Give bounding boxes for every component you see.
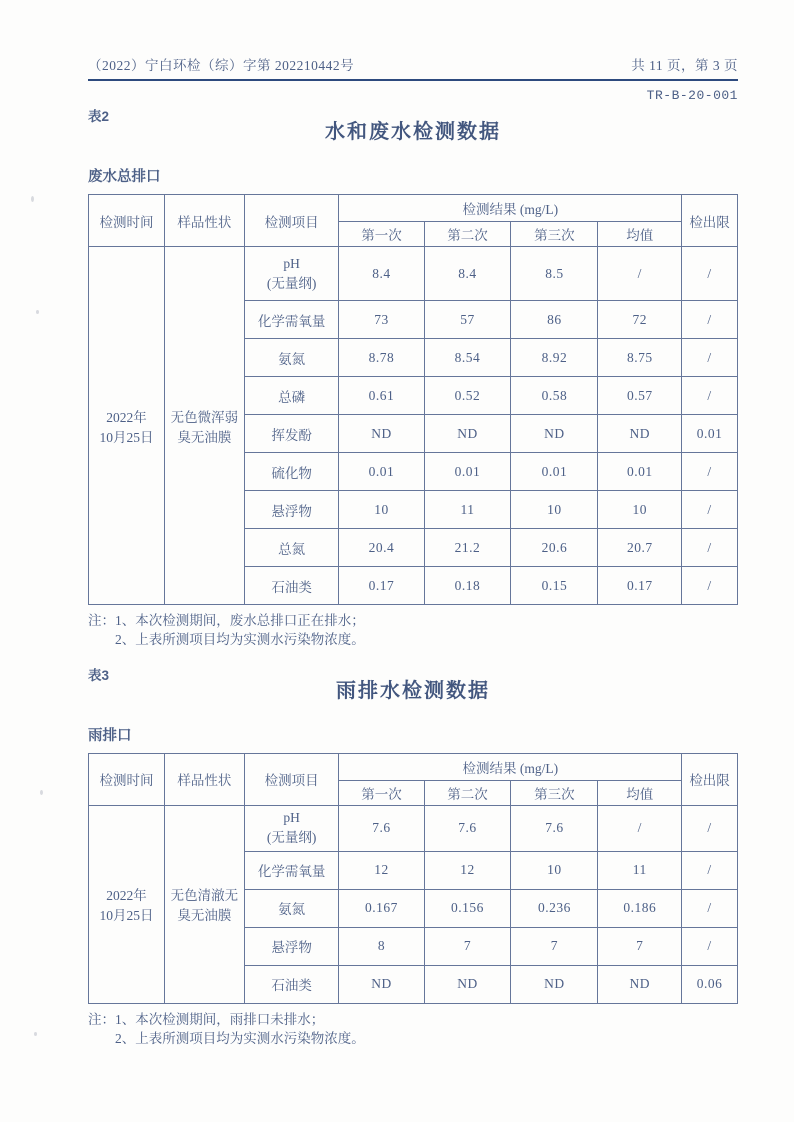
result-value-cell: 8 bbox=[339, 927, 424, 965]
test-item-cell bbox=[244, 339, 339, 377]
result-value-cell: 0.15 bbox=[511, 567, 598, 605]
detection-limit-cell: / bbox=[682, 529, 738, 567]
result-value-cell: 0.52 bbox=[424, 377, 511, 415]
col-header-result-group: 检测结果 (mg/L) bbox=[339, 753, 682, 780]
col-header-run2: 第二次 bbox=[424, 780, 511, 805]
sample-appearance-cell bbox=[164, 247, 244, 605]
sample-line: 无色微浑弱 bbox=[170, 409, 239, 425]
section-wastewater bbox=[88, 105, 738, 650]
result-value-cell: 0.01 bbox=[424, 453, 511, 491]
scan-artifact bbox=[40, 790, 43, 795]
result-value-cell: 0.58 bbox=[511, 377, 598, 415]
result-value-cell: 0.186 bbox=[598, 889, 682, 927]
test-item-cell bbox=[244, 889, 339, 927]
table-row bbox=[89, 805, 738, 851]
sample-line: 臭无油膜 bbox=[177, 429, 232, 445]
test-item-cell bbox=[244, 301, 339, 339]
item-line: 硫化物 bbox=[271, 465, 312, 481]
result-value-cell: 8.4 bbox=[339, 247, 424, 301]
result-value-cell: 7 bbox=[424, 927, 511, 965]
test-item-cell bbox=[244, 453, 339, 491]
scan-artifact bbox=[36, 310, 39, 314]
result-value-cell: 57 bbox=[424, 301, 511, 339]
col-header-item: 检测项目 bbox=[244, 753, 339, 805]
result-value-cell: 20.6 bbox=[511, 529, 598, 567]
detection-date-cell bbox=[89, 805, 165, 1003]
col-header-run3: 第三次 bbox=[511, 780, 598, 805]
sample-appearance-cell bbox=[164, 805, 244, 1003]
item-line: (无量纲) bbox=[266, 830, 317, 846]
result-value-cell: 0.156 bbox=[424, 889, 511, 927]
item-line: 氨氮 bbox=[278, 351, 306, 367]
result-value-cell: 20.4 bbox=[339, 529, 424, 567]
test-item-cell bbox=[244, 805, 339, 851]
col-header-run1: 第一次 bbox=[339, 780, 424, 805]
table2-outlet-label: 废水总排口 bbox=[88, 169, 161, 185]
sample-line: 无色清澈无 bbox=[170, 888, 239, 904]
date-line: 10月25日 bbox=[99, 429, 154, 445]
item-line: pH bbox=[283, 810, 300, 826]
result-value-cell: 8.5 bbox=[511, 247, 598, 301]
result-value-cell: ND bbox=[424, 415, 511, 453]
detection-limit-cell: 0.01 bbox=[682, 415, 738, 453]
result-value-cell: 0.236 bbox=[511, 889, 598, 927]
result-value-cell: 86 bbox=[511, 301, 598, 339]
result-value-cell: ND bbox=[598, 965, 682, 1003]
table2-title: 水和废水检测数据 bbox=[325, 121, 501, 143]
form-code: TR-B-20-001 bbox=[646, 88, 738, 103]
table3-title: 雨排水检测数据 bbox=[336, 679, 490, 702]
result-value-cell: / bbox=[598, 805, 682, 851]
result-value-cell: 8.75 bbox=[598, 339, 682, 377]
item-line: (无量纲) bbox=[266, 275, 317, 291]
sample-line: 臭无油膜 bbox=[177, 908, 232, 924]
result-value-cell: ND bbox=[424, 965, 511, 1003]
test-item-cell bbox=[244, 927, 339, 965]
result-value-cell: ND bbox=[511, 965, 598, 1003]
result-value-cell: 10 bbox=[511, 851, 598, 889]
test-item-cell bbox=[244, 377, 339, 415]
detection-limit-cell: / bbox=[682, 453, 738, 491]
result-value-cell: 12 bbox=[339, 851, 424, 889]
test-item-cell bbox=[244, 965, 339, 1003]
col-header-mean: 均值 bbox=[598, 780, 682, 805]
detection-limit-cell: / bbox=[682, 805, 738, 851]
table2-label: 表2 bbox=[88, 109, 110, 124]
detection-limit-cell: 0.06 bbox=[682, 965, 738, 1003]
section-rainwater bbox=[88, 664, 738, 1049]
result-value-cell: / bbox=[598, 247, 682, 301]
result-value-cell: 0.01 bbox=[598, 453, 682, 491]
result-value-cell: 7.6 bbox=[424, 805, 511, 851]
wastewater-table bbox=[88, 194, 738, 605]
result-value-cell: 11 bbox=[424, 491, 511, 529]
result-value-cell: 0.57 bbox=[598, 377, 682, 415]
test-item-cell bbox=[244, 491, 339, 529]
result-value-cell: 0.167 bbox=[339, 889, 424, 927]
table-header-row bbox=[89, 195, 738, 222]
document-number: （2022）宁白环检（综）字第 202210442号 bbox=[88, 58, 355, 73]
result-value-cell: 7 bbox=[598, 927, 682, 965]
detection-limit-cell: / bbox=[682, 889, 738, 927]
detection-limit-cell: / bbox=[682, 927, 738, 965]
result-value-cell: 10 bbox=[339, 491, 424, 529]
page-header bbox=[88, 54, 738, 81]
result-value-cell: ND bbox=[511, 415, 598, 453]
item-line: 石油类 bbox=[271, 579, 312, 595]
result-value-cell: 10 bbox=[511, 491, 598, 529]
detection-limit-cell: / bbox=[682, 377, 738, 415]
item-line: 石油类 bbox=[271, 978, 312, 994]
test-item-cell bbox=[244, 247, 339, 301]
result-value-cell: 0.18 bbox=[424, 567, 511, 605]
table-header-row bbox=[89, 753, 738, 780]
result-value-cell: 21.2 bbox=[424, 529, 511, 567]
date-line: 10月25日 bbox=[99, 908, 154, 924]
result-value-cell: 0.61 bbox=[339, 377, 424, 415]
result-value-cell: 7.6 bbox=[339, 805, 424, 851]
result-value-cell: 0.17 bbox=[339, 567, 424, 605]
col-header-time: 检测时间 bbox=[89, 195, 165, 247]
result-value-cell: ND bbox=[339, 965, 424, 1003]
test-item-cell bbox=[244, 415, 339, 453]
detection-limit-cell: / bbox=[682, 567, 738, 605]
col-header-limit: 检出限 bbox=[682, 195, 738, 247]
note-line: 2、上表所测项目均为实测水污染物浓度。 bbox=[115, 1030, 365, 1046]
item-line: 挥发酚 bbox=[271, 427, 312, 443]
result-value-cell: ND bbox=[598, 415, 682, 453]
test-item-cell bbox=[244, 529, 339, 567]
detection-limit-cell: / bbox=[682, 247, 738, 301]
col-header-item: 检测项目 bbox=[244, 195, 339, 247]
note-line: 注：1、本次检测期间，废水总排口正在排水； bbox=[88, 613, 365, 628]
note-line: 2、上表所测项目均为实测水污染物浓度。 bbox=[115, 631, 365, 647]
table2-notes bbox=[88, 612, 738, 650]
result-value-cell: 8.92 bbox=[511, 339, 598, 377]
col-header-limit: 检出限 bbox=[682, 753, 738, 805]
result-value-cell: 73 bbox=[339, 301, 424, 339]
result-value-cell: 8.78 bbox=[339, 339, 424, 377]
result-value-cell: 8.4 bbox=[424, 247, 511, 301]
col-header-run3: 第三次 bbox=[511, 222, 598, 247]
item-line: 总磷 bbox=[278, 389, 306, 405]
result-value-cell: 11 bbox=[598, 851, 682, 889]
item-line: 总氮 bbox=[278, 541, 306, 557]
detection-limit-cell: / bbox=[682, 491, 738, 529]
item-line: 悬浮物 bbox=[271, 503, 312, 519]
detection-limit-cell: / bbox=[682, 339, 738, 377]
rainwater-table bbox=[88, 753, 738, 1004]
table3-label: 表3 bbox=[88, 667, 110, 683]
col-header-run2: 第二次 bbox=[424, 222, 511, 247]
col-header-run1: 第一次 bbox=[339, 222, 424, 247]
table3-outlet-label: 雨排口 bbox=[88, 727, 132, 744]
table3-notes bbox=[88, 1011, 738, 1049]
col-header-result-group: 检测结果 (mg/L) bbox=[339, 195, 682, 222]
col-header-mean: 均值 bbox=[598, 222, 682, 247]
result-value-cell: 12 bbox=[424, 851, 511, 889]
date-line: 2022年 bbox=[106, 409, 147, 425]
detection-date-cell bbox=[89, 247, 165, 605]
result-value-cell: ND bbox=[339, 415, 424, 453]
scan-artifact bbox=[34, 1032, 37, 1036]
result-value-cell: 7.6 bbox=[511, 805, 598, 851]
note-line: 注：1、本次检测期间，雨排口未排水； bbox=[88, 1011, 325, 1027]
item-line: 氨氮 bbox=[278, 902, 306, 918]
result-value-cell: 8.54 bbox=[424, 339, 511, 377]
result-value-cell: 72 bbox=[598, 301, 682, 339]
item-line: 悬浮物 bbox=[271, 940, 312, 956]
item-line: pH bbox=[283, 255, 300, 271]
item-line: 化学需氧量 bbox=[257, 313, 326, 329]
result-value-cell: 0.17 bbox=[598, 567, 682, 605]
item-line: 化学需氧量 bbox=[257, 864, 326, 880]
col-header-time: 检测时间 bbox=[89, 753, 165, 805]
detection-limit-cell: / bbox=[682, 301, 738, 339]
col-header-sample: 样品性状 bbox=[164, 753, 244, 805]
detection-limit-cell: / bbox=[682, 851, 738, 889]
page-count: 共 11 页，第 3 页 bbox=[631, 58, 738, 73]
test-item-cell bbox=[244, 567, 339, 605]
result-value-cell: 0.01 bbox=[339, 453, 424, 491]
result-value-cell: 0.01 bbox=[511, 453, 598, 491]
test-item-cell bbox=[244, 851, 339, 889]
result-value-cell: 20.7 bbox=[598, 529, 682, 567]
result-value-cell: 7 bbox=[511, 927, 598, 965]
result-value-cell: 10 bbox=[598, 491, 682, 529]
date-line: 2022年 bbox=[106, 888, 147, 904]
table-row bbox=[89, 247, 738, 301]
col-header-sample: 样品性状 bbox=[164, 195, 244, 247]
scan-artifact bbox=[31, 196, 34, 202]
